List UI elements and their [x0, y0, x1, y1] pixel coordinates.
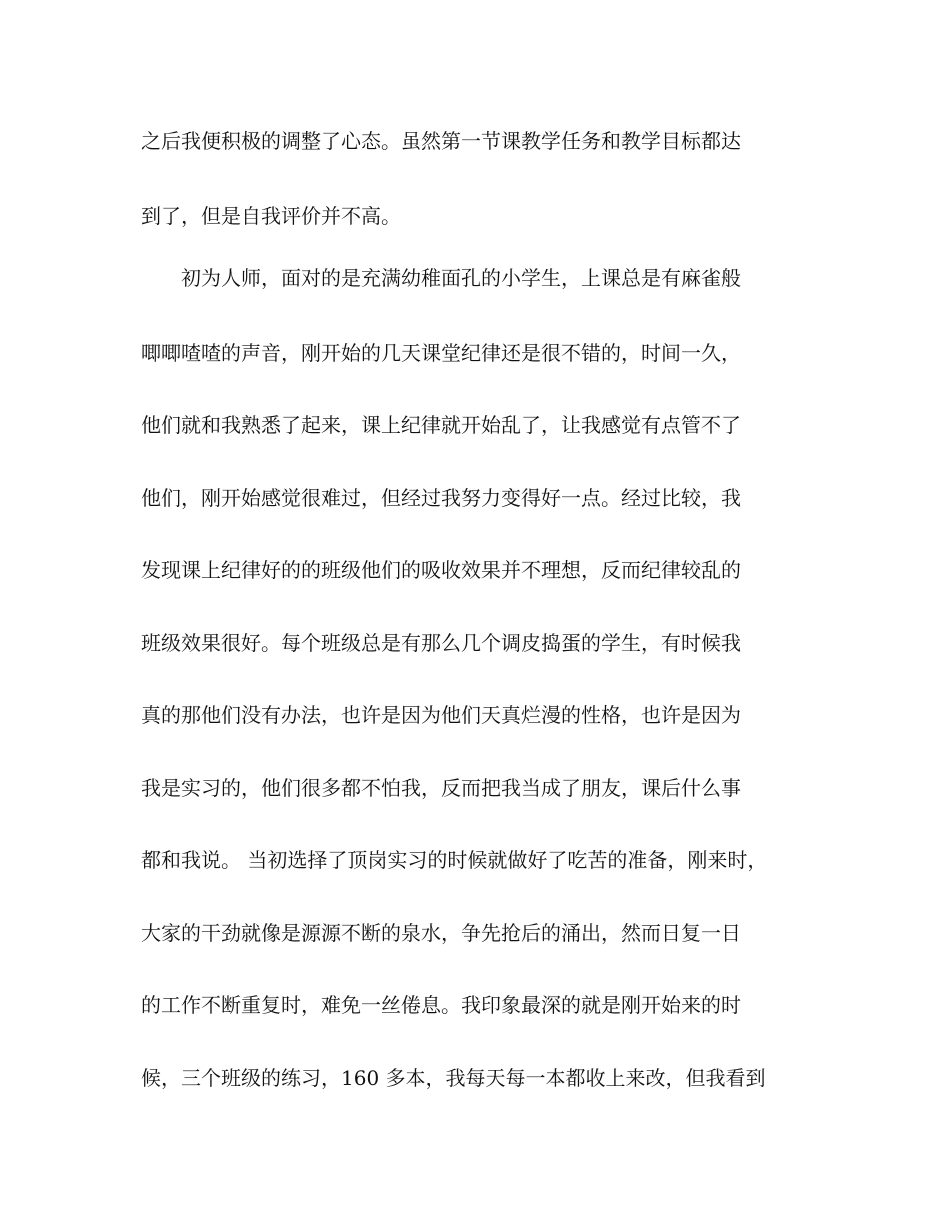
text-line-2: 到了，但是自我评价并不高。 — [141, 204, 401, 228]
text-line-12: 大家的干劲就像是源源不断的泉水，争先抢后的涌出，然而日复一日 — [141, 921, 741, 945]
text-line-11: 都和我说。 当初选择了顶岗实习的时候就做好了吃苦的准备，刚来时， — [141, 848, 768, 872]
text-line-7: 发现课上纪律好的的班级他们的吸收效果并不理想，反而纪律较乱的 — [141, 558, 741, 582]
text-line-9: 真的那他们没有办法，也许是因为他们天真烂漫的性格，也许是因为 — [141, 703, 741, 727]
paragraph-start-line: 初为人师，面对的是充满幼稚面孔的小学生，上课总是有麻雀般 — [181, 266, 741, 290]
text-line-1: 之后我便积极的调整了心态。虽然第一节课教学任务和教学目标都达 — [141, 129, 741, 153]
text-line-10: 我是实习的，他们很多都不怕我，反而把我当成了朋友，课后什么事 — [141, 776, 741, 800]
text-line-13: 的工作不断重复时，难免一丝倦息。我印象最深的就是刚开始来的时 — [141, 993, 741, 1017]
text-line-8: 班级效果很好。每个班级总是有那么几个调皮捣蛋的学生，有时候我 — [141, 631, 741, 655]
text-line-14: 候，三个班级的练习，160 多本，我每天每一本都收上来改，但我看到 — [141, 1066, 766, 1090]
text-line-4: 唧唧喳喳的声音，刚开始的几天课堂纪律还是很不错的，时间一久， — [141, 341, 741, 365]
text-line-6: 他们，刚开始感觉很难过，但经过我努力变得好一点。经过比较，我 — [141, 486, 741, 510]
text-line-5: 他们就和我熟悉了起来，课上纪律就开始乱了，让我感觉有点管不了 — [141, 413, 741, 437]
